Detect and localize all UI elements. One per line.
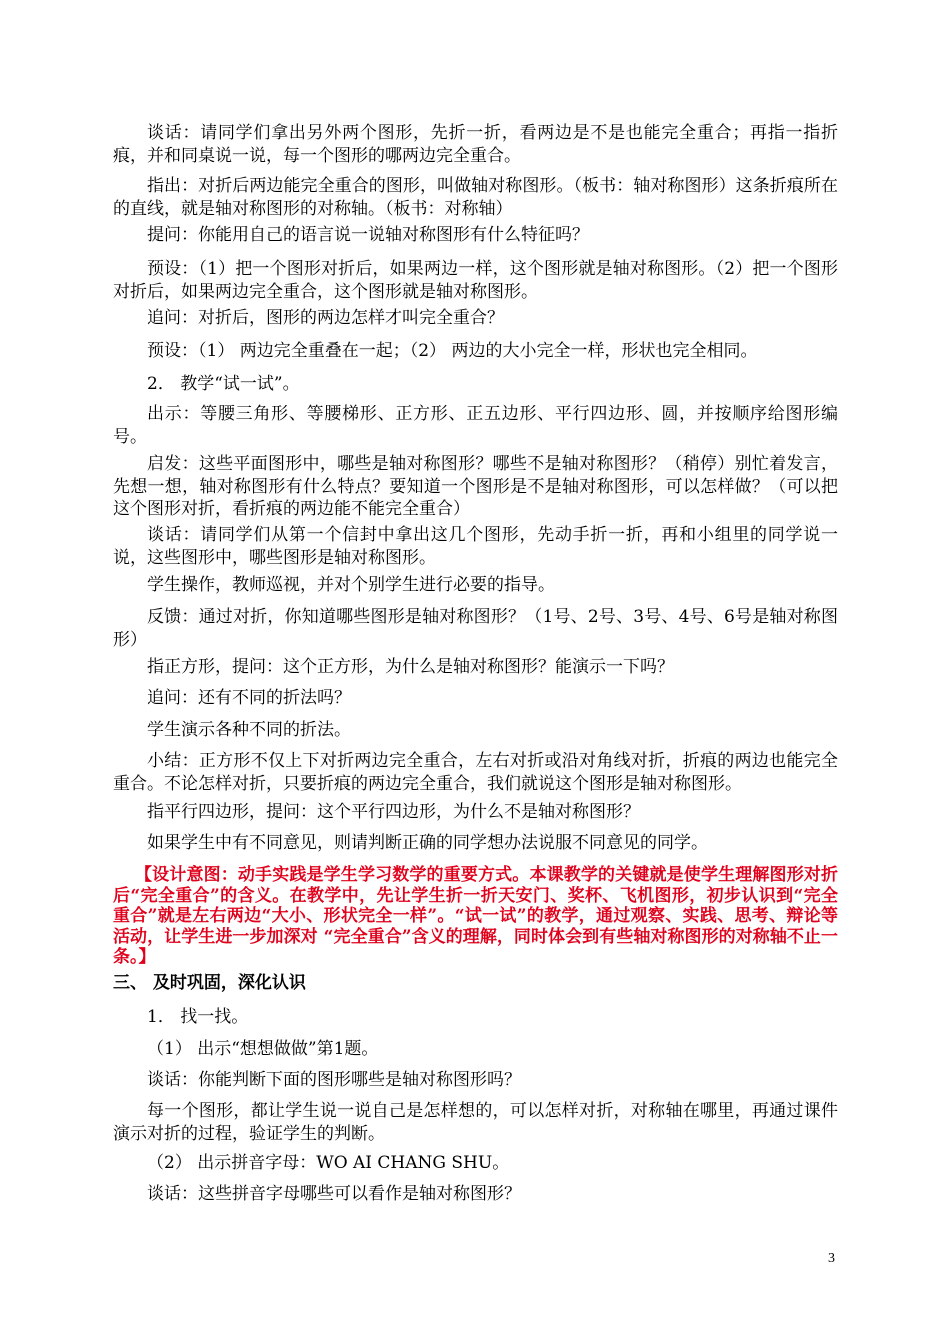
paragraph: 预设：（1） 两边完全重叠在一起；（2） 两边的大小完全一样，形状也完全相同。 (147, 341, 758, 361)
paragraph: 2． 教学“试一试”。 (147, 374, 300, 394)
paragraph: 如果学生中有不同意见，则请判断正确的同学想办法说服不同意见的同学。 (147, 833, 708, 853)
section-heading: 三、 及时巩固，深化认识 (113, 973, 306, 993)
paragraph: 谈话：请同学们拿出另外两个图形，先折一折，看两边是不是也能完全重合；再指一指折痕，并和同桌说一说，每一个图形的哪两边完全重合。 (113, 123, 838, 166)
paragraph: 学生操作，教师巡视，并对个别学生进行必要的指导。 (147, 575, 555, 595)
paragraph: 谈话：你能判断下面的图形哪些是轴对称图形吗？ (147, 1070, 521, 1090)
design-intent-note: 【设计意图：动手实践是学生学习数学的重要方式。本课教学的关键就是使学生理解图形对折后“完全重合”的含义。在教学中，先让学生折一折天安门、奖杯、飞机图形，初步认识到“完全重合”就是左右两边“大小、形状完全一样”。“试一试”的教学，通过观察、实践、思考、辩论等活动，让学生进一步加深对 “完全重合”含义的理解，同时体会到有些轴对称图形的对称轴不止一条。】 (113, 865, 838, 967)
paragraph: 谈话：请同学们从第一个信封中拿出这几个图形，先动手折一折，再和小组里的同学说一说，这些图形中，哪些图形是轴对称图形。 (113, 525, 838, 568)
paragraph: 出示：等腰三角形、等腰梯形、正方形、正五边形、平行四边形、圆，并按顺序给图形编号。 (113, 404, 838, 447)
paragraph: 启发：这些平面图形中，哪些是轴对称图形？哪些不是轴对称图形？（稍停）别忙着发言，先想一想，轴对称图形有什么特点？要知道一个图形是不是轴对称图形，可以怎样做？（可以把这个图形对折，看折痕的两边能不能完全重合） (113, 454, 838, 519)
paragraph: 1． 找一找。 (147, 1007, 249, 1027)
paragraph: 追问：对折后，图形的两边怎样才叫完全重合？ (147, 308, 504, 328)
paragraph: 指平行四边形，提问：这个平行四边形，为什么不是轴对称图形？ (147, 802, 640, 822)
paragraph: 预设：（1）把一个图形对折后，如果两边一样，这个图形就是轴对称图形。（2）把一个图形对折后，如果两边完全重合，这个图形就是轴对称图形。 (113, 259, 838, 302)
paragraph: （2） 出示拼音字母：WO AI CHANG SHU。 (147, 1153, 510, 1173)
paragraph: 谈话：这些拼音字母哪些可以看作是轴对称图形？ (147, 1184, 521, 1204)
paragraph: 每一个图形，都让学生说一说自己是怎样想的，可以怎样对折，对称轴在哪里，再通过课件演示对折的过程，验证学生的判断。 (113, 1101, 838, 1144)
paragraph: 学生演示各种不同的折法。 (147, 720, 351, 740)
paragraph: 反馈：通过对折，你知道哪些图形是轴对称图形？（1号、2号、3号、4号、6号是轴对称图形） (113, 607, 838, 650)
page-number: 3 (828, 1251, 835, 1266)
paragraph: （1） 出示“想想做做”第1题。 (147, 1039, 379, 1059)
paragraph: 指正方形，提问：这个正方形，为什么是轴对称图形？能演示一下吗？ (147, 657, 674, 677)
paragraph: 小结：正方形不仅上下对折两边完全重合，左右对折或沿对角线对折，折痕的两边也能完全重合。不论怎样对折，只要折痕的两边完全重合，我们就说这个图形是轴对称图形。 (113, 751, 838, 794)
paragraph: 追问：还有不同的折法吗？ (147, 688, 351, 708)
paragraph: 提问：你能用自己的语言说一说轴对称图形有什么特征吗？ (147, 225, 589, 245)
paragraph: 指出：对折后两边能完全重合的图形，叫做轴对称图形。（板书：轴对称图形）这条折痕所在的直线，就是轴对称图形的对称轴。（板书：对称轴） (113, 176, 838, 219)
